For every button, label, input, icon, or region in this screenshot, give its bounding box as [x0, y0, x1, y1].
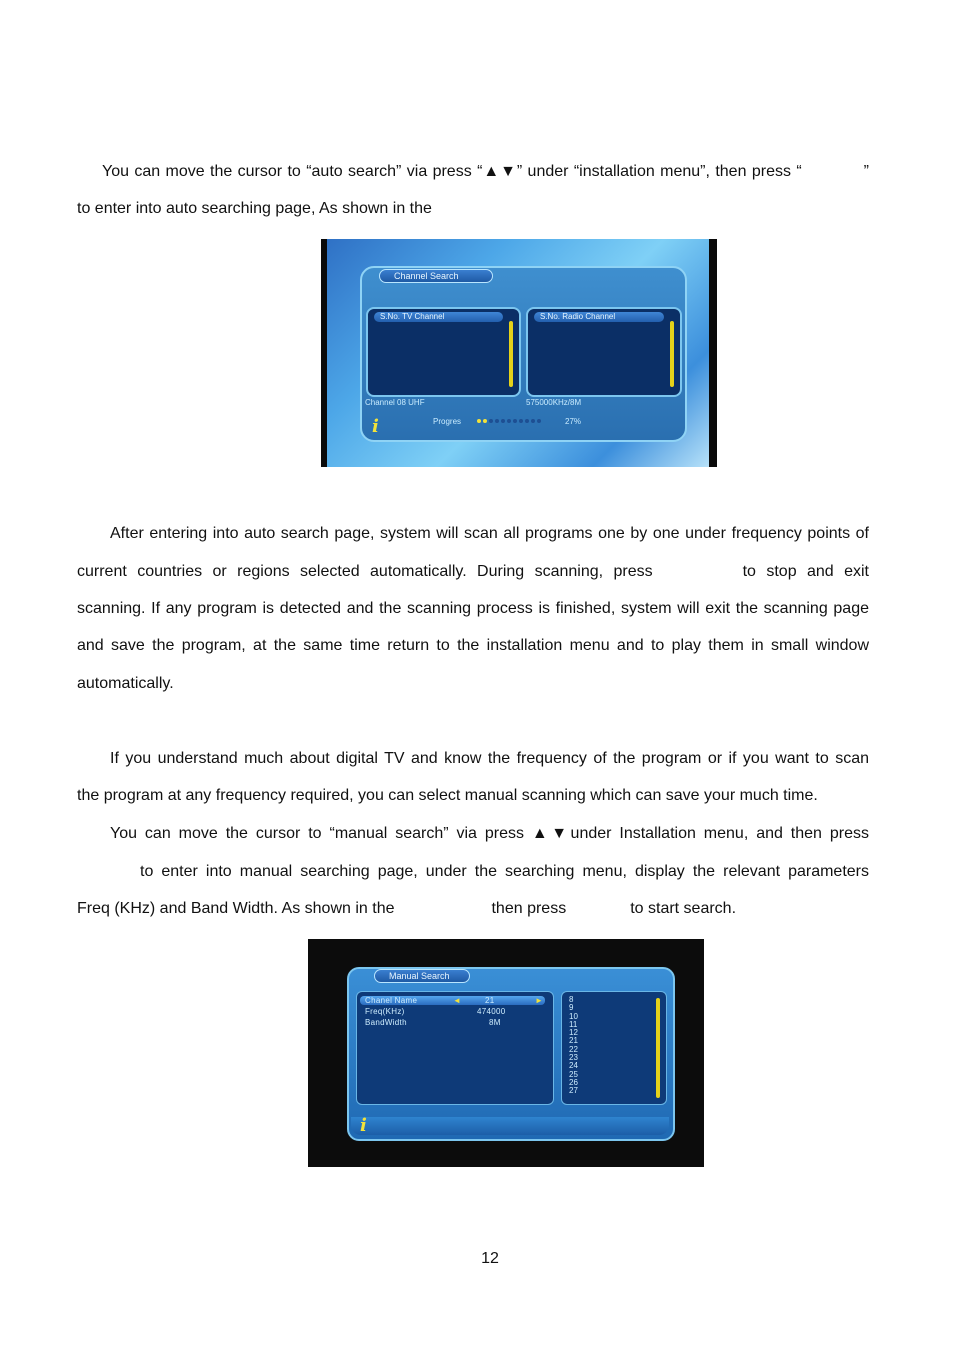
channel-number-list	[561, 991, 667, 1105]
para2-line5: automatically.	[77, 675, 174, 692]
para4-line1: You can move the cursor to “manual search” via press ▲▼under Installation menu, and then press	[110, 825, 869, 842]
progress-dots	[477, 416, 543, 426]
info-icon: i	[360, 1115, 367, 1136]
para4-line3: Freq (KHz) and Band Width. As shown in the then press to start search.	[77, 900, 737, 917]
channel-list-item[interactable]: 22	[569, 1044, 578, 1054]
channel-list-item[interactable]: 11	[569, 1019, 578, 1029]
channel-list-item[interactable]: 23	[569, 1053, 578, 1063]
tv-channel-list	[366, 307, 521, 397]
para4-line2: to enter into manual searching page, under the searching menu, display the relevant parameters	[140, 863, 869, 880]
manual-search-title: Manual Search	[374, 969, 470, 983]
channel-info: Channel 08 UHF	[365, 398, 425, 407]
channel-list-item[interactable]: 24	[569, 1061, 578, 1071]
manual-search-panel	[347, 967, 675, 1141]
para2-line3: scanning. If any program is detected and the scanning process is finished, system will exit the scanning page	[77, 600, 869, 617]
channel-list-item[interactable]: 12	[569, 1028, 578, 1038]
channel-search-panel	[360, 266, 687, 442]
channel-list-item[interactable]: 26	[569, 1077, 578, 1087]
channel-list-item[interactable]: 27	[569, 1086, 578, 1096]
progress-percent: 27%	[565, 417, 582, 426]
radio-channel-header: S.No. Radio Channel	[534, 312, 664, 322]
channel-list-item[interactable]: 8	[569, 995, 574, 1004]
right-arrow-icon[interactable]: ►	[535, 996, 544, 1005]
left-arrow-icon[interactable]: ◄	[453, 996, 462, 1005]
channel-search-title: Channel Search	[379, 269, 493, 283]
channel-list-item[interactable]: 25	[569, 1069, 578, 1079]
bandwidth-value[interactable]: 8M	[489, 1018, 501, 1027]
channel-search-screenshot	[321, 239, 717, 467]
search-parameters	[356, 991, 554, 1105]
para1-line1: You can move the cursor to “auto search” via press “▲▼” under “installation menu”, then press “ ”	[102, 163, 869, 180]
manual-search-screenshot	[308, 939, 704, 1167]
radio-channel-list	[526, 307, 682, 397]
progress-label: Progres	[433, 417, 462, 426]
channel-list-item[interactable]: 9	[569, 1003, 574, 1013]
frequency-value[interactable]: 474000	[477, 1007, 506, 1016]
channel-scrollbar[interactable]	[656, 998, 660, 1098]
para3-line2: the program at any frequency required, you can select manual scanning which can save your much time.	[77, 787, 818, 804]
channel-list-item[interactable]: 21	[569, 1036, 578, 1046]
para2-line2: current countries or regions selected automatically. During scanning, press to stop and exit	[77, 563, 869, 580]
channel-name-value: 21	[485, 996, 495, 1005]
page-number: 12	[481, 1250, 499, 1267]
channel-list	[569, 996, 599, 1096]
frequency-info: 575000KHz/8M	[526, 398, 582, 407]
para2-line4: and save the program, at the same time return to the installation menu and to play them in small window	[77, 637, 869, 654]
channel-list-item[interactable]: 10	[569, 1011, 578, 1021]
tv-channel-header: S.No. TV Channel	[374, 312, 503, 322]
tv-scrollbar[interactable]	[509, 321, 513, 387]
para1-line2: to enter into auto searching page, As shown in the	[77, 200, 432, 217]
radio-scrollbar[interactable]	[670, 321, 674, 387]
para2-line1: After entering into auto search page, system will scan all programs one by one under frequency points of	[110, 525, 869, 542]
info-icon: i	[372, 416, 379, 437]
channel-name-label: Chanel Name	[365, 996, 418, 1005]
frequency-label: Freq(KHz)	[365, 1007, 405, 1016]
bandwidth-label: BandWidth	[365, 1018, 407, 1027]
para3-line1: If you understand much about digital TV and know the frequency of the program or if you want to scan	[110, 750, 869, 767]
